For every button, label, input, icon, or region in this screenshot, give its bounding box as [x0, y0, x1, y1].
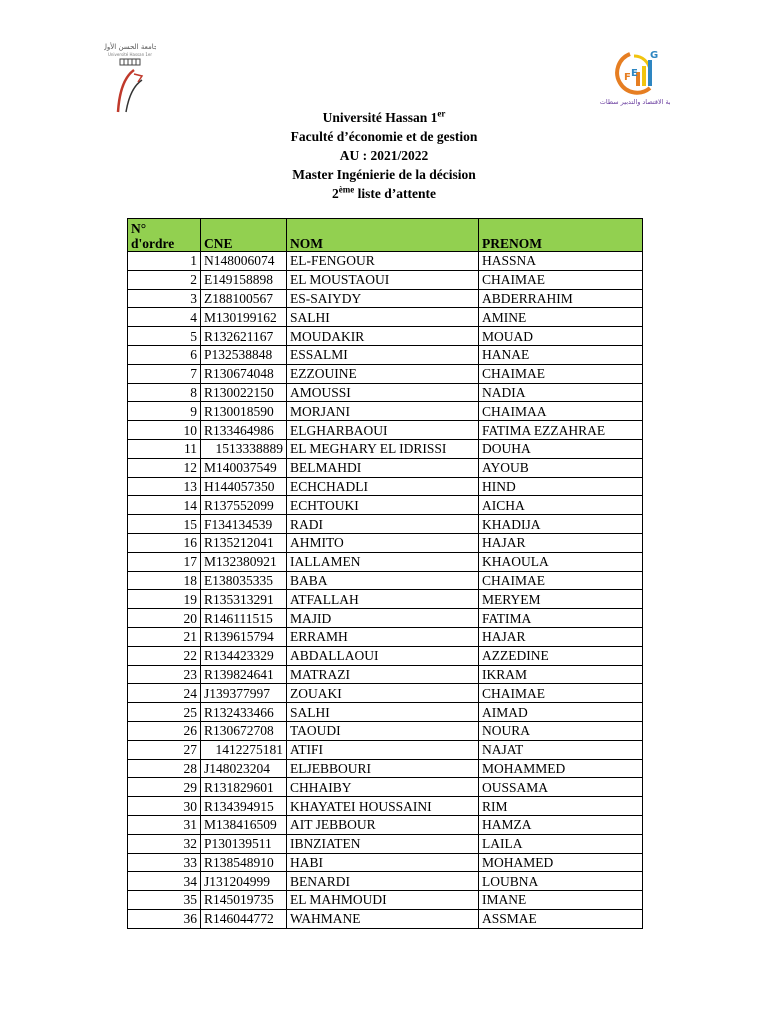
cell-order: 29	[128, 778, 201, 797]
cell-prenom: KHADIJA	[479, 515, 643, 534]
cell-order: 6	[128, 345, 201, 364]
col-header-nom: NOM	[287, 219, 479, 252]
cell-cne: R135313291	[201, 590, 287, 609]
table-row	[128, 421, 643, 440]
table-row	[128, 383, 643, 402]
table-row	[128, 891, 643, 910]
table-row	[128, 252, 643, 271]
cell-nom: ABDALLAOUI	[287, 646, 479, 665]
cell-cne: N148006074	[201, 252, 287, 271]
cell-order: 4	[128, 308, 201, 327]
cell-cne: F134134539	[201, 515, 287, 534]
header-faculty: Faculté d’économie et de gestion	[290, 129, 478, 144]
cell-cne: R134394915	[201, 797, 287, 816]
table-row	[128, 740, 643, 759]
university-emblem-icon	[104, 40, 156, 116]
table-row	[128, 778, 643, 797]
table-row	[128, 834, 643, 853]
cell-prenom: HIND	[479, 477, 643, 496]
cell-order: 8	[128, 383, 201, 402]
header-academic-year: AU : 2021/2022	[339, 148, 429, 163]
cell-order: 19	[128, 590, 201, 609]
cell-nom: EL MOUSTAOUI	[287, 270, 479, 289]
table-row	[128, 270, 643, 289]
cell-nom: CHHAIBY	[287, 778, 479, 797]
cell-nom: RADI	[287, 515, 479, 534]
cell-nom: ERRAMH	[287, 627, 479, 646]
cell-nom: SALHI	[287, 703, 479, 722]
cell-order: 21	[128, 627, 201, 646]
cell-nom: IBNZIATEN	[287, 834, 479, 853]
cell-nom: ATFALLAH	[287, 590, 479, 609]
cell-cne: R130672708	[201, 721, 287, 740]
cell-order: 14	[128, 496, 201, 515]
cell-cne: 1513338889	[201, 439, 287, 458]
cell-prenom: MERYEM	[479, 590, 643, 609]
cell-cne: E138035335	[201, 571, 287, 590]
cell-nom: BELMAHDI	[287, 458, 479, 477]
cell-cne: M140037549	[201, 458, 287, 477]
table-row	[128, 327, 643, 346]
table-row	[128, 402, 643, 421]
cell-order: 2	[128, 270, 201, 289]
cell-cne: J139377997	[201, 684, 287, 703]
cell-prenom: ASSMAE	[479, 909, 643, 928]
cell-prenom: KHAOULA	[479, 552, 643, 571]
cell-order: 9	[128, 402, 201, 421]
col-header-order: N° d'ordre	[128, 219, 201, 252]
table-row	[128, 571, 643, 590]
table-row	[128, 646, 643, 665]
cell-nom: HABI	[287, 853, 479, 872]
cell-prenom: AYOUB	[479, 458, 643, 477]
logo-left-latin: Université Hassan 1er	[107, 52, 153, 57]
cell-prenom: LOUBNA	[479, 872, 643, 891]
header-list-title: 2ème liste d’attente	[332, 184, 436, 201]
cell-order: 10	[128, 421, 201, 440]
cell-nom: WAHMANE	[287, 909, 479, 928]
cell-cne: R146044772	[201, 909, 287, 928]
logo-letter-g: G	[650, 50, 659, 61]
cell-order: 13	[128, 477, 201, 496]
cell-cne: R133464986	[201, 421, 287, 440]
cell-order: 17	[128, 552, 201, 571]
cell-prenom: HANAE	[479, 345, 643, 364]
cell-nom: EZZOUINE	[287, 364, 479, 383]
cell-nom: ESSALMI	[287, 345, 479, 364]
cell-prenom: IKRAM	[479, 665, 643, 684]
header-university: Université Hassan 1er	[322, 108, 446, 125]
cell-nom: ES-SAIYDY	[287, 289, 479, 308]
cell-nom: BENARDI	[287, 872, 479, 891]
cell-nom: ELJEBBOURI	[287, 759, 479, 778]
cell-prenom: MOUAD	[479, 327, 643, 346]
table-row	[128, 458, 643, 477]
cell-prenom: DOUHA	[479, 439, 643, 458]
cell-order: 22	[128, 646, 201, 665]
cell-prenom: NOURA	[479, 721, 643, 740]
cell-cne: Z188100567	[201, 289, 287, 308]
cell-cne: P130139511	[201, 834, 287, 853]
cell-prenom: FATIMA EZZAHRAE	[479, 421, 643, 440]
table-row	[128, 815, 643, 834]
cell-cne: R130674048	[201, 364, 287, 383]
table-row	[128, 665, 643, 684]
table-row	[128, 627, 643, 646]
cell-prenom: HAJAR	[479, 627, 643, 646]
logo-right-arabic: كلية الاقتصاد والتدبير سطات	[600, 98, 670, 106]
cell-order: 31	[128, 815, 201, 834]
table-row	[128, 797, 643, 816]
cell-cne: J131204999	[201, 872, 287, 891]
table-row	[128, 909, 643, 928]
table-row	[128, 308, 643, 327]
cell-cne: R130022150	[201, 383, 287, 402]
table-row	[128, 684, 643, 703]
table-row	[128, 552, 643, 571]
cell-prenom: CHAIMAE	[479, 571, 643, 590]
table-row	[128, 759, 643, 778]
cell-prenom: CHAIMAE	[479, 270, 643, 289]
cell-prenom: NADIA	[479, 383, 643, 402]
cell-prenom: OUSSAMA	[479, 778, 643, 797]
waiting-list-table	[127, 218, 643, 929]
cell-cne: J148023204	[201, 759, 287, 778]
cell-cne: R135212041	[201, 533, 287, 552]
cell-order: 18	[128, 571, 201, 590]
cell-nom: AHMITO	[287, 533, 479, 552]
faculty-logo	[600, 46, 670, 108]
cell-nom: ECHCHADLI	[287, 477, 479, 496]
cell-nom: MATRAZI	[287, 665, 479, 684]
cell-prenom: ABDERRAHIM	[479, 289, 643, 308]
cell-nom: EL-FENGOUR	[287, 252, 479, 271]
cell-nom: MORJANI	[287, 402, 479, 421]
cell-prenom: AZZEDINE	[479, 646, 643, 665]
cell-cne: M130199162	[201, 308, 287, 327]
cell-order: 1	[128, 252, 201, 271]
table-row	[128, 289, 643, 308]
cell-prenom: HASSNA	[479, 252, 643, 271]
cell-nom: MOUDAKIR	[287, 327, 479, 346]
cell-nom: BABA	[287, 571, 479, 590]
cell-nom: ECHTOUKI	[287, 496, 479, 515]
cell-prenom: CHAIMAE	[479, 684, 643, 703]
table-row	[128, 590, 643, 609]
cell-nom: ELGHARBAOUI	[287, 421, 479, 440]
cell-order: 34	[128, 872, 201, 891]
cell-cne: R131829601	[201, 778, 287, 797]
cell-nom: KHAYATEI HOUSSAINI	[287, 797, 479, 816]
cell-order: 36	[128, 909, 201, 928]
table-row	[128, 439, 643, 458]
document-header	[0, 108, 768, 203]
cell-order: 30	[128, 797, 201, 816]
cell-cne: R137552099	[201, 496, 287, 515]
cell-prenom: AICHA	[479, 496, 643, 515]
cell-cne: R139824641	[201, 665, 287, 684]
cell-cne: R132433466	[201, 703, 287, 722]
table-row	[128, 364, 643, 383]
cell-cne: R146111515	[201, 609, 287, 628]
cell-prenom: MOHAMMED	[479, 759, 643, 778]
logo-letter-f: F	[624, 72, 631, 83]
cell-nom: AMOUSSI	[287, 383, 479, 402]
cell-prenom: FATIMA	[479, 609, 643, 628]
cell-nom: SALHI	[287, 308, 479, 327]
cell-prenom: AIMAD	[479, 703, 643, 722]
cell-order: 27	[128, 740, 201, 759]
cell-nom: ZOUAKI	[287, 684, 479, 703]
col-header-cne: CNE	[201, 219, 287, 252]
table-row	[128, 345, 643, 364]
cell-cne: M138416509	[201, 815, 287, 834]
cell-nom: TAOUDI	[287, 721, 479, 740]
table-row	[128, 703, 643, 722]
cell-order: 32	[128, 834, 201, 853]
cell-nom: EL MAHMOUDI	[287, 891, 479, 910]
cell-prenom: NAJAT	[479, 740, 643, 759]
table-header-row	[128, 219, 643, 252]
table-row	[128, 496, 643, 515]
logo-left-arabic: جامعة الحسن الأول	[104, 43, 156, 51]
cell-prenom: CHAIMAE	[479, 364, 643, 383]
cell-prenom: CHAIMAA	[479, 402, 643, 421]
cell-order: 35	[128, 891, 201, 910]
cell-cne: R134423329	[201, 646, 287, 665]
university-logo	[104, 40, 156, 116]
cell-order: 20	[128, 609, 201, 628]
cell-cne: H144057350	[201, 477, 287, 496]
table-row	[128, 533, 643, 552]
cell-order: 3	[128, 289, 201, 308]
cell-cne: R130018590	[201, 402, 287, 421]
cell-prenom: RIM	[479, 797, 643, 816]
table-row	[128, 609, 643, 628]
cell-prenom: IMANE	[479, 891, 643, 910]
cell-cne: E149158898	[201, 270, 287, 289]
cell-order: 11	[128, 439, 201, 458]
cell-prenom: LAILA	[479, 834, 643, 853]
col-header-prenom: PRENOM	[479, 219, 643, 252]
table-row	[128, 872, 643, 891]
cell-order: 16	[128, 533, 201, 552]
cell-nom: AIT JEBBOUR	[287, 815, 479, 834]
cell-order: 26	[128, 721, 201, 740]
table-row	[128, 853, 643, 872]
cell-prenom: MOHAMED	[479, 853, 643, 872]
cell-nom: IALLAMEN	[287, 552, 479, 571]
cell-cne: R145019735	[201, 891, 287, 910]
cell-order: 7	[128, 364, 201, 383]
cell-order: 12	[128, 458, 201, 477]
cell-cne: 1412275181	[201, 740, 287, 759]
cell-order: 23	[128, 665, 201, 684]
cell-order: 24	[128, 684, 201, 703]
cell-prenom: AMINE	[479, 308, 643, 327]
table-row	[128, 477, 643, 496]
cell-order: 33	[128, 853, 201, 872]
cell-nom: ATIFI	[287, 740, 479, 759]
cell-prenom: HAMZA	[479, 815, 643, 834]
table-row	[128, 515, 643, 534]
cell-order: 28	[128, 759, 201, 778]
cell-prenom: HAJAR	[479, 533, 643, 552]
cell-cne: R132621167	[201, 327, 287, 346]
cell-cne: M132380921	[201, 552, 287, 571]
cell-nom: MAJID	[287, 609, 479, 628]
table-row	[128, 721, 643, 740]
header-master: Master Ingénierie de la décision	[292, 167, 476, 182]
cell-order: 5	[128, 327, 201, 346]
cell-order: 25	[128, 703, 201, 722]
cell-cne: R139615794	[201, 627, 287, 646]
cell-order: 15	[128, 515, 201, 534]
feg-emblem-icon	[600, 46, 670, 108]
logo-letter-e: E	[631, 68, 638, 79]
cell-nom: EL MEGHARY EL IDRISSI	[287, 439, 479, 458]
cell-cne: R138548910	[201, 853, 287, 872]
cell-cne: P132538848	[201, 345, 287, 364]
